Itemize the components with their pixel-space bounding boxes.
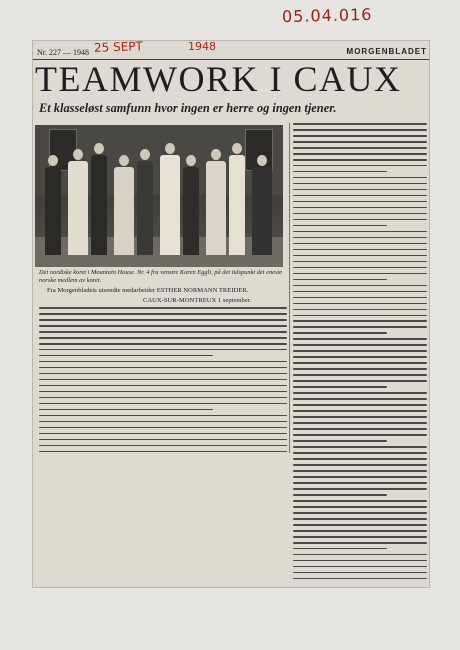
body-text-lines xyxy=(39,307,287,452)
text-line xyxy=(39,367,287,369)
text-line xyxy=(293,464,427,466)
text-line xyxy=(293,554,427,556)
text-line xyxy=(39,331,287,333)
text-line xyxy=(39,319,287,321)
text-line xyxy=(293,398,427,400)
text-line xyxy=(39,337,287,339)
choir-member-figure xyxy=(137,149,153,255)
text-line xyxy=(293,548,387,550)
text-line xyxy=(293,368,427,370)
text-line xyxy=(293,560,427,562)
text-line xyxy=(293,404,427,406)
text-line xyxy=(39,451,287,453)
text-line xyxy=(293,374,427,376)
text-line xyxy=(39,325,287,327)
text-line xyxy=(293,165,427,167)
text-line xyxy=(39,355,213,357)
text-line xyxy=(293,440,387,442)
text-line xyxy=(293,500,427,502)
dateline: CAUX-SUR-MONTREUX 1 september. xyxy=(143,297,252,304)
text-line xyxy=(293,476,427,478)
text-line xyxy=(39,379,287,381)
text-line xyxy=(293,189,427,191)
text-line xyxy=(293,291,427,293)
body-text-lines xyxy=(293,123,427,579)
text-line xyxy=(39,349,287,351)
text-line xyxy=(293,225,387,227)
text-line xyxy=(293,392,427,394)
text-line xyxy=(293,243,427,245)
text-line xyxy=(39,433,287,435)
text-line xyxy=(39,343,287,345)
text-line xyxy=(39,415,287,417)
text-line xyxy=(293,237,427,239)
text-line xyxy=(293,470,427,472)
text-line xyxy=(293,578,427,580)
handwritten-year: 1948 xyxy=(188,40,216,53)
text-line xyxy=(293,572,427,574)
text-line xyxy=(293,494,387,496)
text-line xyxy=(293,536,427,538)
text-line xyxy=(293,273,427,275)
text-line xyxy=(293,177,427,179)
figure-head xyxy=(48,155,58,166)
figure-head xyxy=(186,155,196,166)
text-line xyxy=(39,397,287,399)
text-line xyxy=(293,183,427,185)
headline: TEAMWORK I CAUX xyxy=(35,59,402,99)
text-line xyxy=(39,385,287,387)
text-line xyxy=(293,386,387,388)
text-line xyxy=(293,123,427,125)
text-line xyxy=(293,231,427,233)
choir-photo xyxy=(35,125,283,267)
text-line xyxy=(293,380,427,382)
text-line xyxy=(293,171,387,173)
choir-member-figure xyxy=(114,155,134,255)
byline: Fra Morgenbladets utsendte medarbeider ESTHER NORMANN TREIDER. xyxy=(47,287,249,294)
text-line xyxy=(293,219,427,221)
figure-body xyxy=(229,155,245,255)
text-line xyxy=(293,530,427,532)
figure-head xyxy=(211,149,221,160)
column-rule xyxy=(289,123,290,453)
text-line xyxy=(293,512,427,514)
text-line xyxy=(293,213,427,215)
text-line xyxy=(39,307,287,309)
text-line xyxy=(293,320,427,322)
text-line xyxy=(293,207,427,209)
text-line xyxy=(293,285,427,287)
text-line xyxy=(293,488,427,490)
text-line xyxy=(293,518,427,520)
text-line xyxy=(293,201,427,203)
text-line xyxy=(293,434,427,436)
figure-body xyxy=(206,161,226,255)
text-line xyxy=(293,332,387,334)
text-line xyxy=(39,421,287,423)
issue-number: Nr. 227 — 1948 xyxy=(37,48,89,57)
figure-body xyxy=(68,161,88,255)
figure-body xyxy=(252,167,272,255)
text-line xyxy=(293,458,427,460)
figure-head xyxy=(94,143,104,154)
photo-caption: Det nordiske koret i Mountain House. Nr. 4 fra venstre Karen Eggli, på det tidspunkt det eneste norske medlem av koret. xyxy=(39,269,283,284)
text-line xyxy=(293,279,387,281)
text-line xyxy=(293,267,427,269)
text-line xyxy=(293,416,427,418)
text-line xyxy=(39,403,287,405)
article-body-right xyxy=(293,123,427,587)
text-line xyxy=(293,452,427,454)
text-line xyxy=(293,566,427,568)
choir-member-figure xyxy=(183,155,199,255)
figure-body xyxy=(91,155,107,255)
newspaper-clipping xyxy=(32,40,430,588)
figure-body xyxy=(183,167,199,255)
newspaper-name: MORGENBLADET xyxy=(346,47,427,56)
text-line xyxy=(293,356,427,358)
text-line xyxy=(293,129,427,131)
figure-head xyxy=(73,149,83,160)
text-line xyxy=(293,542,427,544)
subheadline: Et klasseløst samfunn hvor ingen er herre og ingen tjener. xyxy=(39,101,337,115)
text-line xyxy=(293,303,427,305)
text-line xyxy=(293,195,427,197)
choir-member-figure xyxy=(68,149,88,255)
text-line xyxy=(293,326,427,328)
figure-head xyxy=(232,143,242,154)
choir-member-figure xyxy=(229,143,245,255)
figure-body xyxy=(160,155,180,255)
archive-id-stamp: 05.04.016 xyxy=(281,4,373,27)
text-line xyxy=(293,482,427,484)
handwritten-date: 25 SEPT xyxy=(93,39,144,55)
text-line xyxy=(39,427,287,429)
figure-head xyxy=(119,155,129,166)
text-line xyxy=(39,391,287,393)
text-line xyxy=(293,249,427,251)
text-line xyxy=(293,524,427,526)
text-line xyxy=(293,261,427,263)
text-line xyxy=(293,506,427,508)
choir-member-figure xyxy=(160,143,180,255)
text-line xyxy=(293,315,427,317)
figure-head xyxy=(257,155,267,166)
choir-member-figure xyxy=(206,149,226,255)
figure-body xyxy=(137,161,153,255)
text-line xyxy=(39,445,287,447)
text-line xyxy=(293,446,427,448)
choir-member-figure xyxy=(45,155,61,255)
text-line xyxy=(293,344,427,346)
text-line xyxy=(293,147,427,149)
text-line xyxy=(293,338,427,340)
text-line xyxy=(39,439,287,441)
text-line xyxy=(293,153,427,155)
text-line xyxy=(293,255,427,257)
text-line xyxy=(39,373,287,375)
text-line xyxy=(293,362,427,364)
text-line xyxy=(39,409,213,411)
figure-body xyxy=(114,167,134,255)
text-line xyxy=(293,159,427,161)
text-line xyxy=(39,313,287,315)
text-line xyxy=(293,141,427,143)
text-line xyxy=(293,422,427,424)
figure-head xyxy=(140,149,150,160)
figure-body xyxy=(45,167,61,255)
text-line xyxy=(293,410,427,412)
text-line xyxy=(39,361,287,363)
text-line xyxy=(293,428,427,430)
text-line xyxy=(293,309,427,311)
choir-member-figure xyxy=(91,143,107,255)
article-body-left xyxy=(39,307,287,457)
choir-member-figure xyxy=(252,155,272,255)
text-line xyxy=(293,135,427,137)
text-line xyxy=(293,350,427,352)
figure-head xyxy=(165,143,175,154)
text-line xyxy=(293,297,427,299)
